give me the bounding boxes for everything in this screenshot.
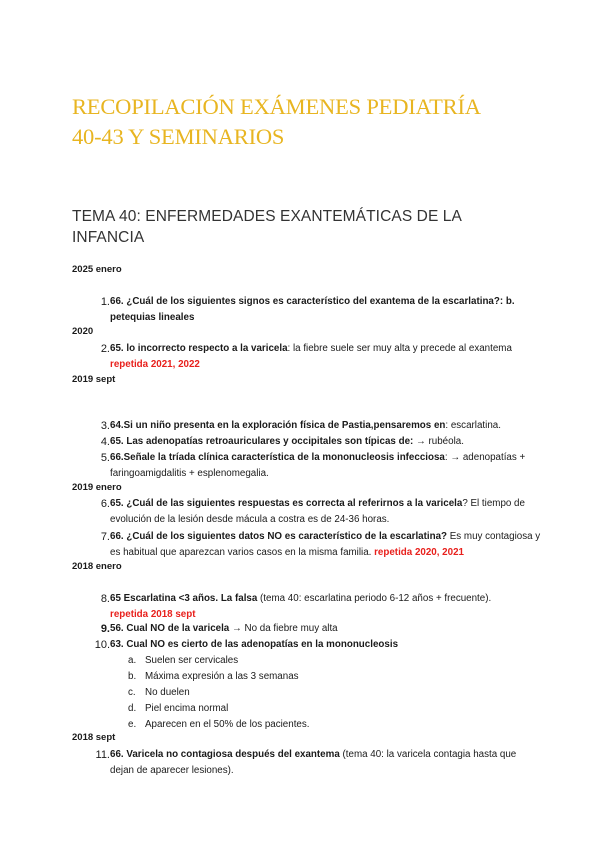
year-label-2019-enero: 2019 enero: [72, 482, 122, 493]
list-number: 7.: [100, 531, 110, 543]
question-bold: 56. Cual NO de la varicela: [110, 623, 230, 634]
question-text: [110, 591, 526, 623]
question-answer: : → adenopatías +: [444, 452, 526, 463]
year-label-2018-sept: 2018 sept: [72, 732, 116, 743]
year-label-2019-sept: 2019 sept: [72, 374, 116, 385]
question-bold: 66.Señale la tríada clínica característica de la mononucleosis infecciosa: [110, 452, 445, 463]
list-number: 11.: [95, 749, 110, 761]
question-line-2: [110, 545, 526, 561]
list-number: 2.: [100, 343, 110, 355]
question-answer: (tema 40: la varicela contagia hasta que: [339, 749, 517, 760]
option-letter: e.: [128, 719, 137, 730]
question-bold: 65 Escarlatina <3 años. La falsa: [110, 593, 258, 604]
option-letter: c.: [128, 687, 136, 698]
list-number: 6.: [100, 498, 110, 510]
question-line-2: dejan de aparecer lesiones).: [110, 765, 234, 776]
option-text: Aparecen en el 50% de los pacientes.: [145, 719, 310, 730]
repeated-note: repetida 2020, 2021: [374, 547, 464, 558]
question-answer: (tema 40: escarlatina periodo 6-12 años + frecuente).: [257, 593, 492, 604]
option-letter: a.: [128, 655, 137, 666]
question-text: [110, 434, 526, 450]
title-line-2: 40-43 Y SEMINARIOS: [72, 124, 285, 149]
question-answer: Es muy contagiosa y: [447, 531, 541, 542]
list-number: 9.: [100, 623, 110, 635]
question-text: [110, 294, 526, 326]
question-answer: → No da fiebre muy alta: [229, 623, 338, 634]
question-text: [110, 529, 541, 561]
question-text: [110, 496, 526, 528]
question-bold: 64.Si un niño presenta en la exploración física de Pastia,pensaremos en: [110, 420, 446, 431]
question-answer: ? El tiempo de: [462, 498, 525, 509]
option-letter: d.: [128, 703, 137, 714]
question-line-1: [110, 591, 526, 607]
question-answer: → rubéola.: [413, 436, 464, 447]
section-heading: [72, 206, 532, 248]
list-number: 10.: [94, 639, 110, 651]
question-line-1: [110, 341, 526, 357]
question-line-1: [110, 496, 526, 512]
question-bold: 65. Las adenopatías retroauriculares y occipitales son típicas de:: [110, 436, 414, 447]
list-number: 1.: [100, 296, 110, 308]
question-bold: 65. ¿Cuál de las siguientes respuestas es correcta al referirnos a la varicela: [110, 498, 463, 509]
question-line-2: faringoamigdalitis + esplenomegalia.: [110, 468, 269, 479]
list-number: 4.: [100, 436, 110, 448]
question-text: [110, 747, 526, 779]
question-bold: 63. Cual NO es cierto de las adenopatías en la mononucleosis: [110, 639, 399, 650]
list-number: 5.: [100, 452, 110, 464]
question-line-1: [110, 529, 541, 545]
document-title: [72, 92, 542, 152]
repeated-note: repetida 2021, 2022: [110, 359, 200, 370]
year-label-2025-enero: 2025 enero: [72, 264, 122, 275]
question-bold: 66. ¿Cuál de los siguientes datos NO es característico de la escarlatina?: [110, 531, 448, 542]
question-line-2: evolución de la lesión desde mácula a costra es de 24-36 horas.: [110, 514, 390, 525]
question-text: [110, 450, 526, 482]
question-text: [110, 418, 526, 434]
question-bold: 65. lo incorrecto respecto a la varicela: [110, 343, 288, 354]
question-line-1: [110, 747, 526, 763]
option-letter: b.: [128, 671, 137, 682]
option-text: Piel encima normal: [145, 703, 229, 714]
year-label-2020: 2020: [72, 326, 94, 337]
list-number: 8.: [100, 593, 110, 605]
option-text: Suelen ser cervicales: [145, 655, 239, 666]
repeated-note: repetida 2018 sept: [110, 609, 196, 620]
option-text: No duelen: [145, 687, 190, 698]
question-line-1: [110, 450, 526, 466]
question-answer: : la fiebre suele ser muy alta y precede al exantema: [287, 343, 512, 354]
question-answer-cont: es habitual que aparezcan varios casos en la misma familia.: [110, 547, 375, 558]
heading-line-2: INFANCIA: [72, 229, 145, 246]
question-text: [110, 341, 526, 373]
year-label-2018-enero: 2018 enero: [72, 561, 122, 572]
title-line-1: RECOPILACIÓN EXÁMENES PEDIATRÍA: [72, 94, 481, 119]
question-bold: 66. Varicela no contagiosa después del exantema: [110, 749, 340, 760]
option-text: Máxima expresión a las 3 semanas: [145, 671, 299, 682]
question-answer: : escarlatina.: [445, 420, 501, 431]
question-text: [110, 621, 526, 637]
heading-line-1: TEMA 40: ENFERMEDADES EXANTEMÁTICAS DE LA: [72, 208, 462, 225]
list-number: 3.: [100, 420, 110, 432]
question-bold-line-1: 66. ¿Cuál de los siguientes signos es característico del exantema de la escarlatina?: b.: [110, 296, 515, 307]
question-bold-line-2: petequias lineales: [110, 312, 195, 323]
